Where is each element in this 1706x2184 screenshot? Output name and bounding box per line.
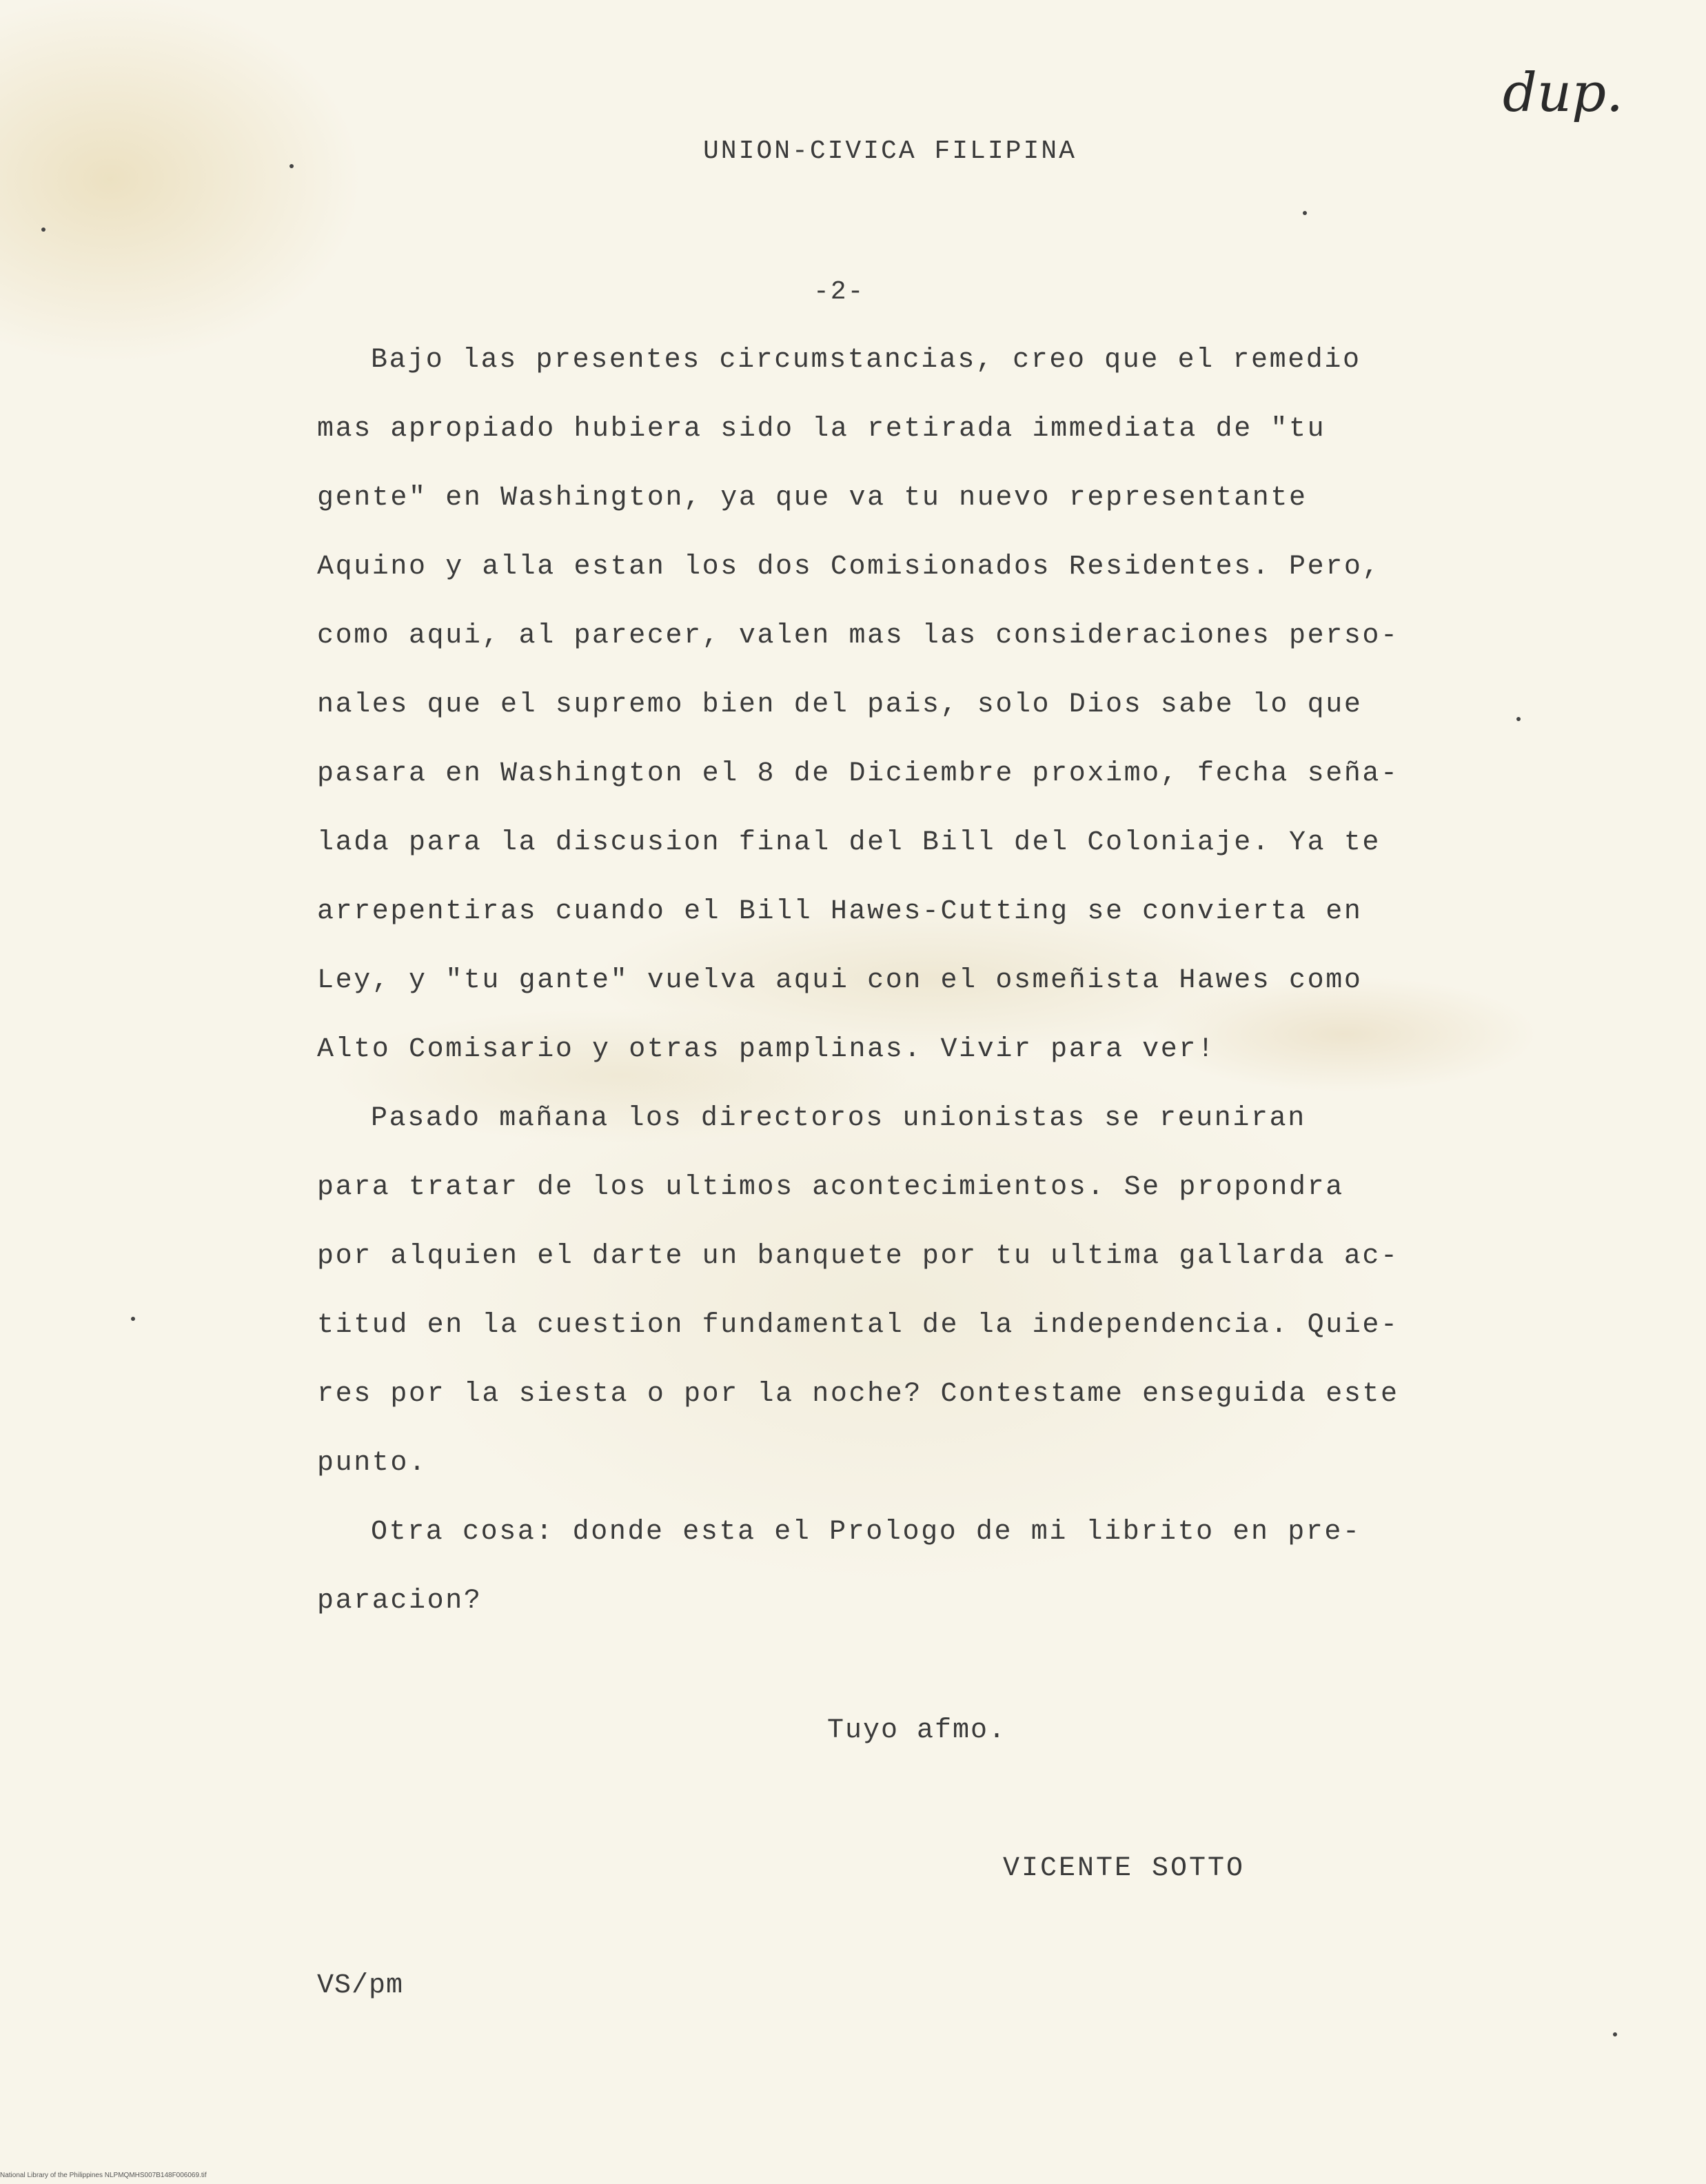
paper-speck — [131, 1317, 135, 1321]
paper-speck — [41, 228, 45, 232]
body-line: Ley, y "tu gante" vuelva aqui con el osmeñista Hawes como — [317, 965, 1363, 996]
body-line: Bajo las presentes circumstancias, creo que el remedio — [371, 345, 1361, 376]
body-line: nales que el supremo bien del pais, solo Dios sabe lo que — [317, 689, 1363, 720]
body-line: gente" en Washington, ya que va tu nuevo representante — [317, 483, 1308, 514]
paper-speck — [290, 164, 294, 168]
body-line: punto. — [317, 1448, 427, 1479]
body-line: res por la siesta o por la noche? Contestame enseguida este — [317, 1379, 1399, 1410]
body-line: para tratar de los ultimos acontecimientos. Se propondra — [317, 1172, 1344, 1203]
body-line: Aquino y alla estan los dos Comisionados Residentes. Pero, — [317, 552, 1381, 583]
body-line: Alto Comisario y otras pamplinas. Vivir para ver! — [317, 1034, 1216, 1065]
body-line: por alquien el darte un banquete por tu ultima gallarda ac- — [317, 1241, 1399, 1272]
archive-footer: National Library of the Philippines NLPMQMHS007B148F006069.tif — [0, 2172, 207, 2179]
body-line: Pasado mañana los directoros unionistas se reuniran — [371, 1103, 1306, 1134]
reference-initials: VS/pm — [317, 1970, 404, 2001]
letterhead: UNION-CIVICA FILIPINA — [703, 136, 1077, 166]
body-line: pasara en Washington el 8 de Diciembre proximo, fecha seña- — [317, 758, 1399, 789]
body-line: como aqui, al parecer, valen mas las consideraciones perso- — [317, 620, 1399, 651]
paper-speck — [1303, 211, 1307, 215]
paper-speck — [1516, 717, 1521, 721]
paper-speck — [1613, 2032, 1617, 2036]
closing: Tuyo afmo. — [827, 1715, 1007, 1746]
body-line: lada para la discusion final del Bill del Coloniaje. Ya te — [317, 827, 1381, 858]
body-line: titud en la cuestion fundamental de la independencia. Quie- — [317, 1310, 1399, 1341]
signature: VICENTE SOTTO — [1003, 1853, 1246, 1884]
body-line: mas apropiado hubiera sido la retirada immediata de "tu — [317, 414, 1326, 445]
body-line: arrepentiras cuando el Bill Hawes-Cutting se convierta en — [317, 896, 1363, 927]
page-number: -2- — [813, 277, 865, 307]
handwritten-note: dup. — [1503, 62, 1623, 124]
body-line: paracion? — [317, 1586, 483, 1617]
body-line: Otra cosa: donde esta el Prologo de mi librito en pre- — [371, 1517, 1361, 1548]
